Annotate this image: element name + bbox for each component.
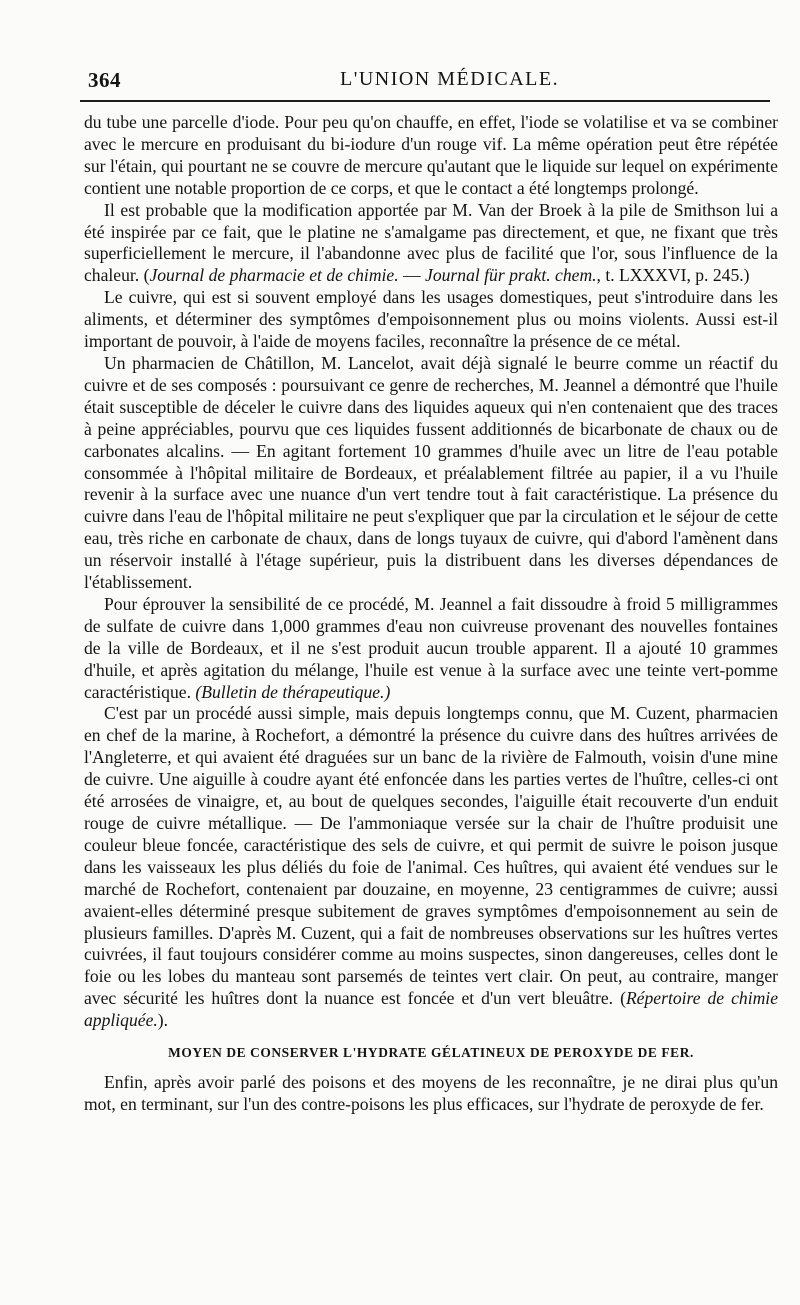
paragraph-final — [84, 1072, 778, 1116]
journal-reference: Répertoire de chimie appliquée. — [84, 988, 778, 1031]
paragraph-sensitivity — [84, 594, 778, 704]
paragraph-text: ). — [157, 1010, 169, 1031]
paragraph-copper-intro — [84, 287, 778, 353]
paragraph-text: , t. LXXXVI, p. 245.) — [596, 265, 750, 286]
page-header — [84, 62, 774, 92]
paragraph-cuzent-oysters — [84, 703, 778, 1032]
paragraph-text: Pour éprouver la sensibilité de ce procédé, M. Jeannel a fait dissoudre à froid 5 milligrammes de sulfate de cuivre dans 1,000 grammes d'eau non cuivreuse provenant des nouvelles fontaines de la ville de Bordeaux, et il ne s'est produit aucun trouble apparent. Il a ajouté 10 grammes d'huile, et après agitation du mélange, l'huile est venue à la surface avec une teinte vert-pomme caractéristique. — [84, 593, 778, 702]
section-heading: MOYEN DE CONSERVER L'HYDRATE GÉLATINEUX DE PEROXYDE DE FER. — [168, 1045, 694, 1061]
journal-reference: Journal für prakt. chem. — [425, 265, 597, 286]
paragraph-van-der-broek — [84, 200, 778, 288]
paragraph-iodine-test — [84, 112, 778, 200]
journal-reference: (Bulletin de thérapeutique.) — [195, 681, 391, 702]
paragraph-jeannel-oil — [84, 353, 778, 594]
paragraph-text: Le cuivre, qui est si souvent employé dans les usages domestiques, peut s'introduire dans les aliments, et déterminer des symptômes d'empoisonnement plus ou moins violents. Aussi est-il important de pouvoir, à l'aide de moyens faciles, reconnaître la présence de ce métal. — [84, 287, 778, 352]
paragraph-text: du tube une parcelle d'iode. Pour peu qu'on chauffe, en effet, l'iode se volatilise et va se combiner avec le mercure en produisant du bi-iodure d'un rouge vif. La même opération peut être répétée sur l'étain, qui pourtant ne se couvre de mercure qu'autant que le liquide sur lequel on expérimente contient une notable proportion de ce corps, et que le contact a été longtemps prolongé. — [84, 112, 778, 198]
paragraph-text: Il est probable que la modification apportée par M. Van der Broek à la pile de Smithson lui a été inspirée par ce fait, que le platine ne s'amalgame pas directement, et que, ne fixant que très superficiellement le mercure, il l'abandonne avec plus de facilité que l'or, sous l'influence de la chaleur. ( — [84, 199, 778, 286]
running-title: L'UNION MÉDICALE. — [340, 68, 560, 90]
paragraph-text: — — [398, 265, 426, 286]
page-number: 364 — [88, 68, 121, 92]
article-body — [84, 112, 778, 1116]
header-rule — [80, 100, 770, 102]
journal-reference: Journal de pharmacie et de chimie. — [149, 265, 399, 286]
paragraph-text: C'est par un procédé aussi simple, mais depuis longtemps connu, que M. Cuzent, pharmacien en chef de la marine, à Rochefort, a démontré la présence du cuivre dans des huîtres arrivées de l'Angleterre, et qui avaient été draguées sur un banc de la rivière de Falmouth, voisin d'une mine de cuivre. Une aiguille à coudre ayant été enfoncée dans les parties vertes de l'huître, celles-ci ont été arrosées de vinaigre, et, au bout de quelques secondes, l'aiguille était recouverte d'un enduit rouge de cuivre métallique. — De l'ammoniaque versée sur la chair de l'huître produisit une couleur bleue foncée, caractéristique des sels de cuivre, et qui permit de suivre le poison jusque dans les vaisseaux les plus déliés du foie de l'animal. Ces huîtres, qui avaient été vendues sur le marché de Rochefort, contenaient par douzaine, en moyenne, 23 centigrammes de cuivre; aussi avaient-elles déterminé presque subitement de graves symptômes d'empoisonnement au sein de plusieurs familles. D'après M. Cuzent, qui a fait de nombreuses observations sur les huîtres vertes cuivrées, il faut toujours considérer comme au moins suspectes, sinon dangereuses, celles dont le foie ou les lobes du manteau sont parsemés de teintes vert clair. On peut, au contraire, manger avec sécurité les huîtres dont la nuance est foncée et d'un vert bleuâtre. ( — [84, 703, 778, 1009]
paragraph-text: Enfin, après avoir parlé des poisons et des moyens de les reconnaître, je ne dirai plus qu'un mot, en terminant, sur l'un des contre-poisons les plus efficaces, sur l'hydrate de peroxyde de fer. — [84, 1072, 778, 1114]
paragraph-text: Un pharmacien de Châtillon, M. Lancelot, avait déjà signalé le beurre comme un réactif du cuivre et de ses composés : poursuivant ce genre de recherches, M. Jeannel a démontré que l'huile était susceptible de déceler le cuivre dans des liquides aqueux qui n'en contenaient que des traces à peine appréciables, pourvu que ces liquides fussent additionnés de bicarbonate de chaux ou de carbonates alcalins. — En agitant fortement 10 grammes d'huile avec un litre de l'eau potable consommée à l'hôpital militaire de Bordeaux, et préalablement filtrée au papier, il a vu l'huile revenir à la surface avec une nuance d'un vert tendre tout à fait caractéristique. La présence du cuivre dans l'eau de l'hôpital militaire ne peut s'expliquer que par la circulation et le séjour de cette eau, très riche en carbonate de chaux, dans de longs tuyaux de cuivre, qui d'abord l'amènent dans un réservoir installé à l'étage supérieur, puis la distribuent dans les diverses dépendances de l'établissement. — [84, 352, 778, 593]
